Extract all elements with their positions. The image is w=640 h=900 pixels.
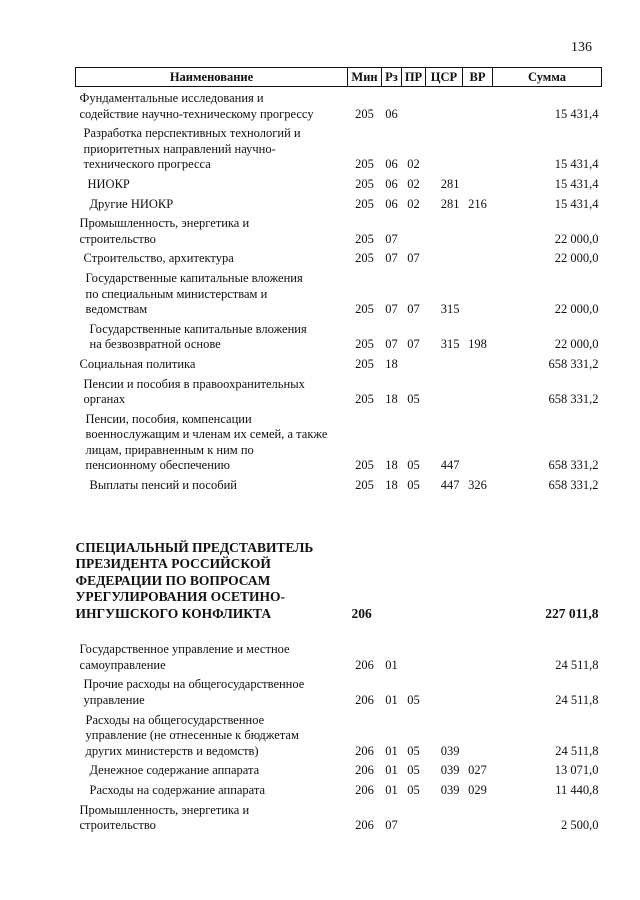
row-csr [426,353,463,373]
row-min: 205 [355,478,374,493]
row-rz: 06 [385,106,398,121]
row-rz: 07 [385,337,398,352]
row-vr [463,247,493,267]
row-pr: 05 [407,782,420,797]
row-pr: 07 [407,302,420,317]
table-row [76,318,602,353]
row-vr [463,673,493,708]
row-vr [463,267,493,318]
row-pr [402,622,426,673]
row-sum: 227 011,8 [545,605,599,621]
row-min: 205 [355,337,374,352]
row-csr: 315 [440,302,460,317]
row-name: Социальная политика [79,356,196,371]
row-rz: 18 [385,392,398,407]
row-min: 206 [355,763,374,778]
table-row [76,408,602,474]
row-name: СПЕЦИАЛЬНЫЙ ПРЕДСТАВИТЕЛЬ ПРЕЗИДЕНТА РОССИЙСКОЙ ФЕДЕРАЦИИ ПО ВОПРОСАМ УРЕГУЛИРОВАНИЯ ОСЕТИНО- ИНГУШСКОГО КОНФЛИКТА [75,539,314,621]
row-csr: 281 [440,196,460,211]
column-header-vr: ВР [463,68,493,87]
row-name: Государственные капитальные вложения на безвозвратной основе [89,321,307,352]
table-row [76,759,602,779]
row-csr [426,373,463,408]
row-rz [382,494,402,623]
row-sum: 15 431,4 [554,196,599,211]
row-vr [463,709,493,760]
column-header-csr: ЦСР [426,68,463,87]
row-pr [402,87,426,123]
column-header-pr: ПР [402,68,426,87]
row-pr [402,799,426,834]
row-csr: 315 [440,337,460,352]
row-rz: 01 [385,692,398,707]
column-header-min: Мин [348,68,382,87]
row-vr [463,353,493,373]
page-number: 136 [571,40,592,55]
row-csr [426,212,463,247]
table-row [76,247,602,267]
table-row [76,622,602,673]
table-row [76,709,602,760]
row-sum: 11 440,8 [555,782,599,797]
row-min: 205 [355,176,374,191]
row-min: 205 [355,392,374,407]
row-csr [426,122,463,173]
row-min: 205 [355,157,374,172]
row-name: Расходы на содержание аппарата [89,782,266,797]
row-vr [463,87,493,123]
row-vr: 326 [468,478,487,493]
row-pr: 05 [407,478,420,493]
row-min: 206 [355,743,374,758]
column-header-name: Наименование [76,68,348,87]
row-sum: 15 431,4 [554,106,599,121]
row-rz: 18 [385,458,398,473]
table-row [76,799,602,834]
row-csr: 039 [440,743,460,758]
table-header-row [76,68,602,87]
row-vr: 027 [468,763,487,778]
row-name: Фундаментальные исследования и содействие научно-техническому прогрессу [79,91,314,121]
row-csr [426,494,463,623]
row-name: Прочие расходы на общегосударственное управление [83,677,305,707]
row-sum: 22 000,0 [554,302,599,317]
row-rz: 18 [385,478,398,493]
row-name: Государственные капитальные вложения по специальным министерствам и ведомствам [85,270,303,317]
column-header-sum: Сумма [493,68,602,87]
row-pr: 05 [407,743,420,758]
row-sum: 2 500,0 [561,818,599,833]
table-row [76,474,602,494]
row-sum: 24 511,8 [555,743,599,758]
row-min: 205 [355,106,374,121]
row-name: НИОКР [87,176,130,191]
row-vr [463,212,493,247]
row-csr [426,622,463,673]
row-vr: 216 [468,196,487,211]
row-min: 206 [355,692,374,707]
table-row [76,673,602,708]
row-rz: 06 [385,157,398,172]
row-vr: 198 [468,337,487,352]
table-body [76,87,602,834]
table-row [76,353,602,373]
row-vr [463,799,493,834]
row-rz: 01 [385,743,398,758]
row-sum: 658 331,2 [548,458,599,473]
row-rz: 07 [385,231,398,246]
row-pr: 05 [407,392,420,407]
budget-table [75,67,602,834]
row-name: Расходы на общегосударственное управление (не отнесенные к бюджетам других министерств и ведомств) [85,712,299,758]
row-name: Промышленность, энергетика и строительство [79,802,250,833]
row-pr: 07 [407,337,420,352]
row-name: Государственное управление и местное самоуправление [79,642,290,672]
row-name: Пенсии и пособия в правоохранительных органах [83,376,305,407]
row-min: 205 [355,302,374,317]
section-header-row [76,494,602,623]
row-vr [463,373,493,408]
row-csr [426,799,463,834]
table-row [76,212,602,247]
row-name: Пенсии, пособия, компенсации военнослужащим и членам их семей, а также лицам, приравненным к ним по пенсионному обеспечению [85,411,328,473]
row-name: Строительство, архитектура [83,251,234,266]
row-rz: 01 [385,763,398,778]
row-sum: 15 431,4 [554,157,599,172]
row-rz: 07 [385,818,398,833]
column-header-rz: Рз [382,68,402,87]
row-vr [463,622,493,673]
row-pr: 02 [407,176,420,191]
row-rz: 07 [385,251,398,266]
row-csr: 039 [440,763,460,778]
row-sum: 24 511,8 [555,657,599,672]
row-min: 205 [355,251,374,266]
table-row [76,779,602,799]
row-vr [463,122,493,173]
row-csr [426,87,463,123]
row-rz: 07 [385,302,398,317]
row-name: Денежное содержание аппарата [89,763,260,778]
row-csr [426,673,463,708]
row-name: Разработка перспективных технологий и приоритетных направлений научно- технического прогресса [83,126,301,172]
row-csr: 447 [440,458,460,473]
row-pr: 05 [407,692,420,707]
row-min: 205 [355,196,374,211]
table-row [76,173,602,193]
row-pr: 05 [407,458,420,473]
row-vr [463,173,493,193]
row-rz: 18 [385,356,398,371]
row-csr: 447 [440,478,460,493]
row-vr: 029 [468,782,487,797]
row-min: 205 [355,458,374,473]
row-name: Выплаты пенсий и пособий [89,478,237,493]
row-pr [402,353,426,373]
row-csr: 281 [440,176,460,191]
row-name: Промышленность, энергетика и строительство [79,216,250,246]
row-pr: 07 [407,251,420,266]
row-sum: 22 000,0 [554,231,599,246]
row-vr [463,494,493,623]
row-sum: 22 000,0 [554,251,599,266]
row-pr: 05 [407,763,420,778]
row-sum: 15 431,4 [554,176,599,191]
row-rz: 01 [385,657,398,672]
row-min: 205 [355,356,374,371]
row-sum: 658 331,2 [548,478,599,493]
row-min: 206 [351,605,372,621]
table-row [76,267,602,318]
row-rz: 01 [385,782,398,797]
row-rz: 06 [385,176,398,191]
table-row [76,122,602,173]
row-sum: 658 331,2 [548,356,599,371]
row-name: Другие НИОКР [89,196,174,211]
row-sum: 22 000,0 [554,337,599,352]
row-pr: 02 [407,196,420,211]
row-pr [402,212,426,247]
row-min: 206 [355,818,374,833]
row-sum: 24 511,8 [555,692,599,707]
row-sum: 658 331,2 [548,392,599,407]
row-min: 206 [355,782,374,797]
table-row [76,87,602,123]
row-vr [463,408,493,474]
table-row [76,193,602,213]
row-sum: 13 071,0 [554,763,599,778]
row-pr: 02 [407,157,420,172]
row-min: 205 [355,231,374,246]
row-rz: 06 [385,196,398,211]
row-csr [426,247,463,267]
row-pr [402,494,426,623]
row-csr: 039 [440,782,460,797]
row-min: 206 [355,657,374,672]
table-row [76,373,602,408]
